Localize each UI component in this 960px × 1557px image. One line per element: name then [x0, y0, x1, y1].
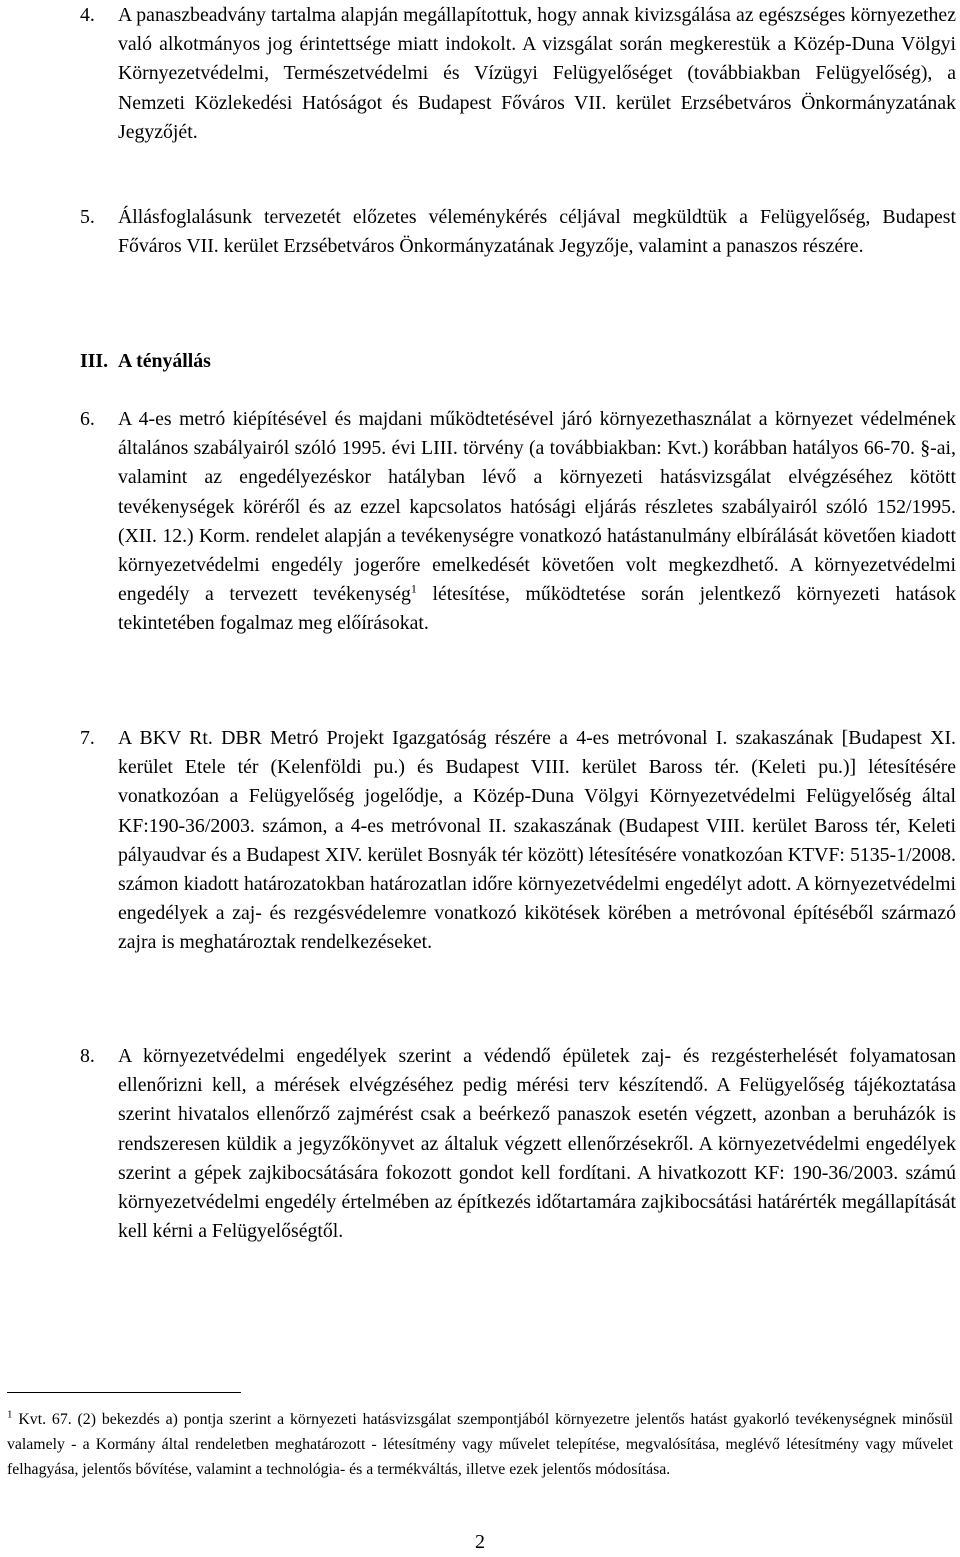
paragraph-number: 7. — [80, 727, 95, 749]
paragraph-text: Állásfoglalásunk tervezetét előzetes véleménykérés céljával megküldtük a Felügyelőség, Budapest Főváros VII. kerület Erzsébetváros Önkormányzatának Jegyzője, valamint a panaszos részére. — [118, 206, 956, 258]
paragraph-text: A BKV Rt. DBR Metró Projekt Igazgatóság részére a 4-es metróvonal I. szakaszának [Budapest XI. kerület Etele tér (Kelenföldi pu.) és Budapest VIII. kerület Baross tér. (Keleti pu.)] létesítésére vonatkozóan a Felügyelőség jogelődje, a Közép-Duna Völgyi Környezetvédelmi Felügyelőség által KF:190-36/2003. számon, a 4-es metróvonal II. szakaszának (Budapest VIII. kerület Baross tér, Keleti pályaudvar és a Budapest XIV. kerület Bosnyák tér között) létesítésére vonatkozóan KTVF: 5135-1/2008. számon kiadott határozatokban határozatlan időre környezetvédelmi engedélyt adott. A környezetvédelmi engedélyek a zaj- és rezgésvédelemre vonatkozó kikötések körében a metróvonal építéséből származó zajra is meghatároztak rendelkezéseket. — [118, 727, 956, 954]
paragraph-number: 6. — [80, 408, 95, 430]
footnote-reference[interactable]: 1 — [410, 581, 417, 596]
section-number: III. — [80, 350, 109, 372]
page-number: 2 — [475, 1531, 485, 1553]
paragraph-text — [118, 405, 956, 639]
paragraph-4 — [80, 1, 956, 147]
paragraph-6 — [80, 405, 956, 639]
footnote-divider — [7, 1392, 241, 1393]
paragraph-number: 5. — [80, 206, 95, 228]
paragraph-8 — [80, 1042, 956, 1246]
paragraph-number: 8. — [80, 1045, 95, 1067]
section-title: A tényállás — [118, 350, 211, 372]
paragraph-5 — [80, 203, 956, 261]
paragraph-number: 4. — [80, 4, 95, 26]
footnote-marker: 1 — [7, 1408, 13, 1421]
footnote — [7, 1407, 953, 1482]
section-heading — [80, 347, 211, 376]
paragraph-text: A környezetvédelmi engedélyek szerint a védendő épületek zaj- és rezgésterhelését folyamatosan ellenőrizni kell, a mérések elvégzéséhez pedig mérési terv készítendő. A Felügyelőség tájékoztatása szerint hivatalos ellenőrző zajmérést csak a beérkező panaszok esetén végzett, azonban a beruházók is rendszeresen küldik a jegyzőkönyvet az általuk végzett ellenőrzésekről. A környezetvédelmi engedélyek szerint a gépek zajkibocsátására fokozott gondot kell fordítani. A hivatkozott KF: 190-36/2003. számú környezetvédelmi engedély értelmében az építkezés időtartamára zajkibocsátási határérték megállapítását kell kérni a Felügyelőségtől. — [118, 1045, 956, 1243]
paragraph-text-part: létesítése, működtetése során jelentkező környezeti hatások tekintetében fogalmaz meg előírásokat. — [118, 583, 956, 635]
paragraph-text-part: A 4-es metró kiépítésével és majdani működtetésével járó környezethasználat a környezet védelmének általános szabályairól szóló 1995. évi LIII. törvény (a továbbiakban: Kvt.) korábban hatályos 66-70. §-ai, valamint az engedélyezéskor hatályban lévő a környezeti hatásvizsgálat elvégzéséhez kötött tevékenységek köréről és az ezzel kapcsolatos hatósági eljárás részletes szabályairól szóló 152/1995. (XII. 12.) Korm. rendelet alapján a tevékenységre vonatkozó hatástanulmány elbírálását követően kiadott környezetvédelmi engedély jogerőre emelkedését követően volt megkezdhető. A környezetvédelmi engedély a tervezett tevékenység — [118, 408, 956, 606]
footnote-text: Kvt. 67. (2) bekezdés a) pontja szerint a környezeti hatásvizsgálat szempontjából környezetre jelentős hatást gyakorló tevékenységnek minősül valamely - a Kormány által rendeletben meghatározott - létesítmény vagy művelet telepítése, megvalósítása, meglévő létesítmény vagy művelet felhagyása, jelentős bővítése, valamint a technológia- és a termékváltás, illetve ezek jelentős módosítása. — [7, 1411, 953, 1478]
paragraph-7 — [80, 724, 956, 958]
paragraph-text: A panaszbeadvány tartalma alapján megállapítottuk, hogy annak kivizsgálása az egészséges környezethez való alkotmányos jog érintettsége miatt indokolt. A vizsgálat során megkerestük a Közép-Duna Völgyi Környezetvédelmi, Természetvédelmi és Vízügyi Felügyelőséget (továbbiakban Felügyelőség), a Nemzeti Közlekedési Hatóságot és Budapest Főváros VII. kerület Erzsébetváros Önkormányzatának Jegyzőjét. — [118, 4, 956, 143]
